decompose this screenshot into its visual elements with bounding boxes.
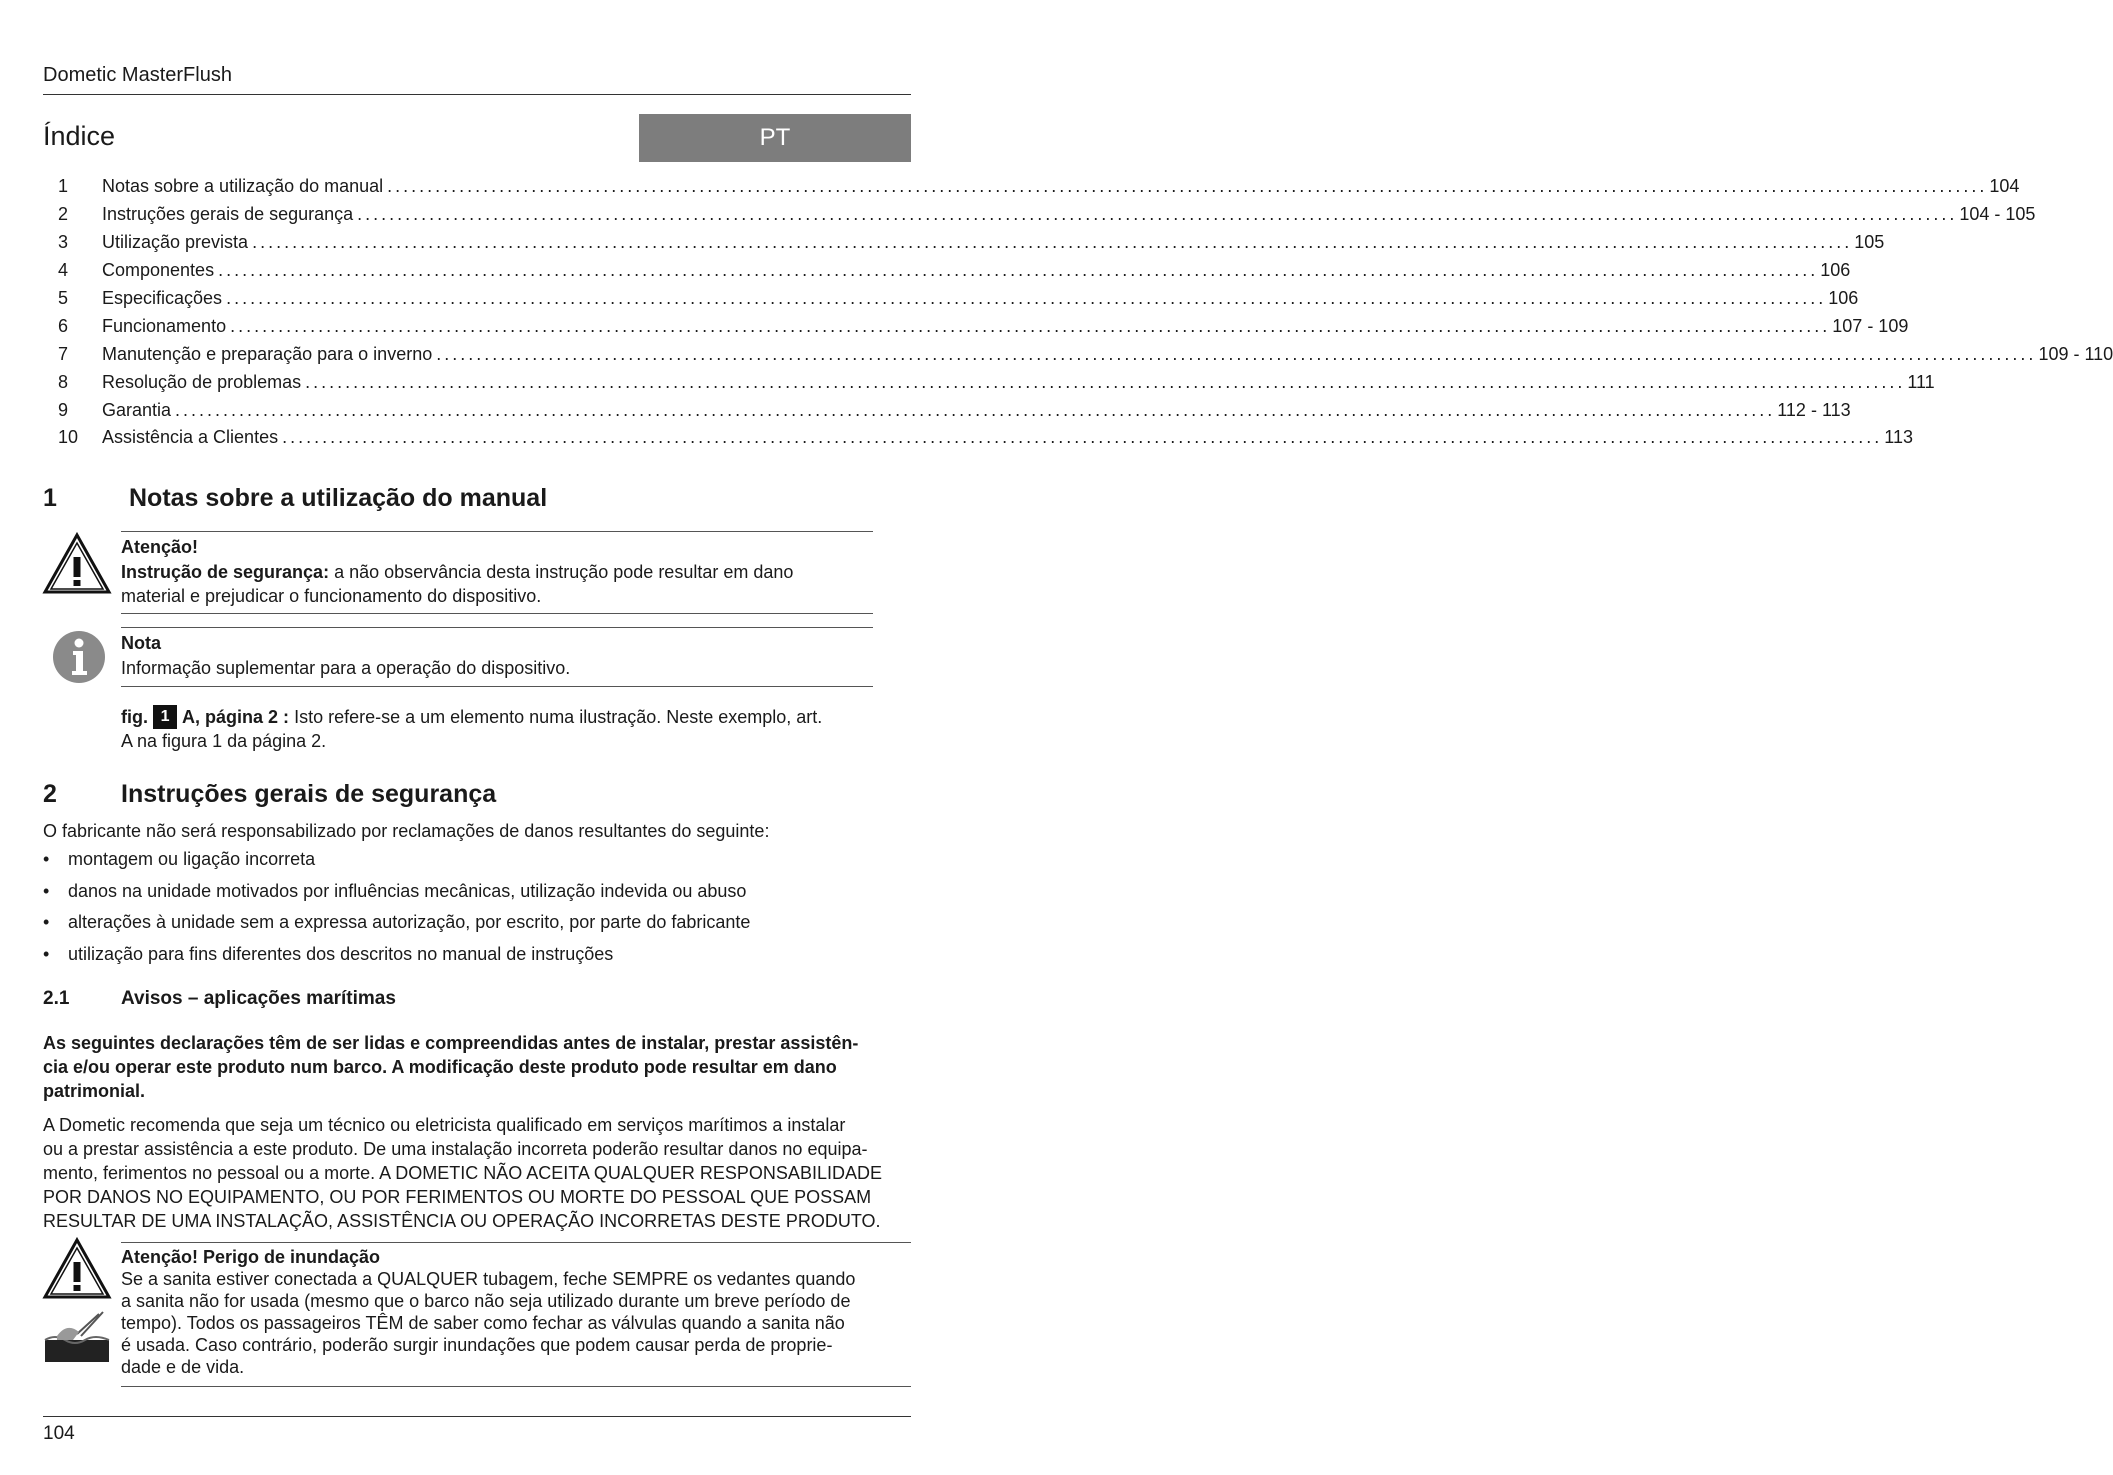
toc-title: Funcionamento	[102, 315, 227, 336]
toc-number: 5	[58, 288, 69, 308]
toc-number: 4	[58, 260, 69, 281]
toc-entry	[58, 368, 1935, 396]
figure-number-box: 1	[153, 705, 177, 729]
fig-bold: A, página 2 :	[182, 707, 290, 727]
page-number: 104	[43, 1423, 75, 1444]
fig-text: Isto refere-se a um elemento numa ilustração. Neste exemplo, art.	[294, 707, 823, 727]
toc-title: Garantia	[102, 399, 172, 420]
toc-number: 8	[58, 371, 69, 392]
toc-leader-dots: ........................................................................................................................................................................................................	[252, 232, 1853, 253]
text-line: é usada. Caso contrário, poderão surgir inundações que podem causar perda de proprie-	[121, 1335, 833, 1355]
toc-entry	[58, 312, 1909, 340]
toc-entry	[58, 229, 1885, 257]
toc-title: Utilização prevista	[102, 232, 249, 253]
table-of-contents	[58, 173, 2113, 452]
toc-entry	[58, 201, 2036, 229]
toc-entry	[58, 173, 2020, 201]
header-divider	[43, 94, 911, 95]
section-number: 2	[43, 780, 57, 808]
divider	[121, 1242, 911, 1243]
toc-title: Assistência a Clientes	[102, 427, 279, 448]
toc-leader-dots: ........................................................................................................................................................................................................	[218, 260, 1819, 281]
toc-leader-dots: ........................................................................................................................................................................................................	[226, 288, 1827, 308]
index-heading: Índice	[43, 121, 116, 151]
recommendation-paragraph	[43, 1113, 882, 1233]
divider	[121, 613, 873, 614]
document-header-title: Dometic MasterFlush	[43, 64, 232, 86]
toc-leader-dots: ........................................................................................................................................................................................................	[387, 176, 1988, 197]
toc-title: Especificações	[102, 288, 223, 308]
toc-page: 106	[1820, 260, 1851, 281]
flood-warning-label: Atenção! Perigo de inundação	[121, 1247, 381, 1267]
footer-divider	[43, 1416, 911, 1417]
toc-entry	[58, 396, 1851, 424]
important-statement	[43, 1031, 858, 1103]
toc-page: 111	[1907, 371, 1935, 392]
bullet-list	[43, 849, 750, 975]
figure-reference	[121, 705, 822, 753]
text-line: As seguintes declarações têm de ser lidas e compreendidas antes de instalar, prestar assistên-	[43, 1033, 859, 1053]
toc-entry	[58, 340, 2113, 368]
warning-line-1: a não observância desta instrução pode resultar em dano	[334, 562, 794, 582]
divider	[121, 531, 873, 532]
flood-hazard-icon	[43, 1310, 111, 1364]
warning-bold: Instrução de segurança:	[121, 562, 330, 582]
toc-leader-dots: ........................................................................................................................................................................................................	[175, 399, 1776, 420]
section-2-intro: O fabricante não será responsabilizado por reclamações de danos resultantes do seguinte:	[43, 821, 770, 841]
text-line: A Dometic recomenda que seja um técnico ou eletricista qualificado em serviços marítimos a instalar	[43, 1115, 846, 1135]
info-icon	[51, 629, 107, 685]
toc-title: Componentes	[102, 260, 215, 281]
toc-title: Manutenção e preparação para o inverno	[102, 343, 433, 364]
list-item: • montagem ou ligação incorreta	[43, 849, 750, 881]
toc-number: 1	[58, 176, 69, 197]
toc-page: 104 - 105	[1959, 204, 2036, 225]
toc-page: 104	[1989, 176, 2020, 197]
language-badge: PT	[639, 114, 911, 162]
toc-page: 109 - 110	[2038, 343, 2113, 364]
toc-leader-dots: ........................................................................................................................................................................................................	[230, 315, 1831, 336]
text-line: POR DANOS NO EQUIPAMENTO, OU POR FERIMENTOS OU MORTE DO PESSOAL QUE POSSAM	[43, 1187, 872, 1207]
toc-number: 6	[58, 315, 69, 336]
note-text: Informação suplementar para a operação do dispositivo.	[121, 658, 571, 678]
section-number: 1	[43, 484, 57, 512]
toc-leader-dots: ........................................................................................................................................................................................................	[305, 371, 1906, 392]
section-title: Notas sobre a utilização do manual	[129, 484, 548, 512]
toc-page: 113	[1884, 427, 1913, 448]
list-item: • utilização para fins diferentes dos descritos no manual de instruções	[43, 944, 750, 976]
text-line: patrimonial.	[43, 1081, 146, 1101]
flood-warning-text	[121, 1268, 855, 1378]
toc-number: 7	[58, 343, 69, 364]
toc-title: Resolução de problemas	[102, 371, 302, 392]
toc-page: 107 - 109	[1832, 315, 1909, 336]
text-line: Se a sanita estiver conectada a QUALQUER tubagem, feche SEMPRE os vedantes quando	[121, 1269, 856, 1289]
divider	[121, 686, 873, 687]
fig-text-2: A na figura 1 da página 2.	[121, 731, 327, 751]
text-line: a sanita não for usada (mesmo que o barco não seja utilizado durante um breve período de	[121, 1291, 851, 1311]
text-line: RESULTAR DE UMA INSTALAÇÃO, ASSISTÊNCIA OU OPERAÇÃO INCORRETAS DESTE PRODUTO.	[43, 1211, 881, 1231]
warning-icon	[43, 1238, 111, 1300]
toc-entry	[58, 424, 1913, 452]
toc-number: 2	[58, 204, 69, 225]
text-line: cia e/ou operar este produto num barco. A modificação deste produto pode resultar em dano	[43, 1057, 837, 1077]
text-line: tempo). Todos os passageiros TÊM de saber como fechar as válvulas quando a sanita não	[121, 1313, 845, 1333]
text-line: ou a prestar assistência a este produto. De uma instalação incorreta poderão resultar danos no equipa-	[43, 1139, 868, 1159]
text-line: mento, ferimentos no pessoal ou a morte. A DOMETIC NÃO ACEITA QUALQUER RESPONSABILIDADE	[43, 1163, 882, 1183]
warning-label: Atenção!	[121, 537, 199, 557]
toc-number: 10	[58, 427, 79, 448]
toc-number: 3	[58, 232, 69, 253]
toc-leader-dots: ........................................................................................................................................................................................................	[436, 343, 2037, 364]
text-line: dade e de vida.	[121, 1357, 245, 1377]
list-item: • alterações à unidade sem a expressa autorização, por escrito, por parte do fabricante	[43, 912, 750, 944]
toc-page: 106	[1828, 288, 1859, 308]
toc-entry	[58, 257, 1851, 285]
toc-title: Notas sobre a utilização do manual	[102, 176, 384, 197]
toc-page: 105	[1854, 232, 1885, 253]
divider	[121, 1386, 911, 1387]
warning-icon	[43, 533, 111, 595]
divider	[121, 627, 873, 628]
list-item: • danos na unidade motivados por influências mecânicas, utilização indevida ou abuso	[43, 881, 750, 913]
toc-title: Instruções gerais de segurança	[102, 204, 354, 225]
toc-leader-dots: ........................................................................................................................................................................................................	[357, 204, 1958, 225]
warning-line-2: material e prejudicar o funcionamento do dispositivo.	[121, 586, 542, 606]
toc-entry	[58, 285, 1859, 313]
fig-prefix: fig.	[121, 707, 148, 727]
toc-page: 112 - 113	[1777, 399, 1851, 420]
section-number: 2.1	[43, 988, 70, 1009]
section-title: Avisos – aplicações marítimas	[121, 988, 396, 1009]
warning-text	[121, 560, 793, 608]
section-title: Instruções gerais de segurança	[121, 780, 497, 808]
toc-leader-dots: ........................................................................................................................................................................................................	[282, 427, 1883, 448]
note-label: Nota	[121, 633, 161, 653]
toc-number: 9	[58, 399, 69, 420]
